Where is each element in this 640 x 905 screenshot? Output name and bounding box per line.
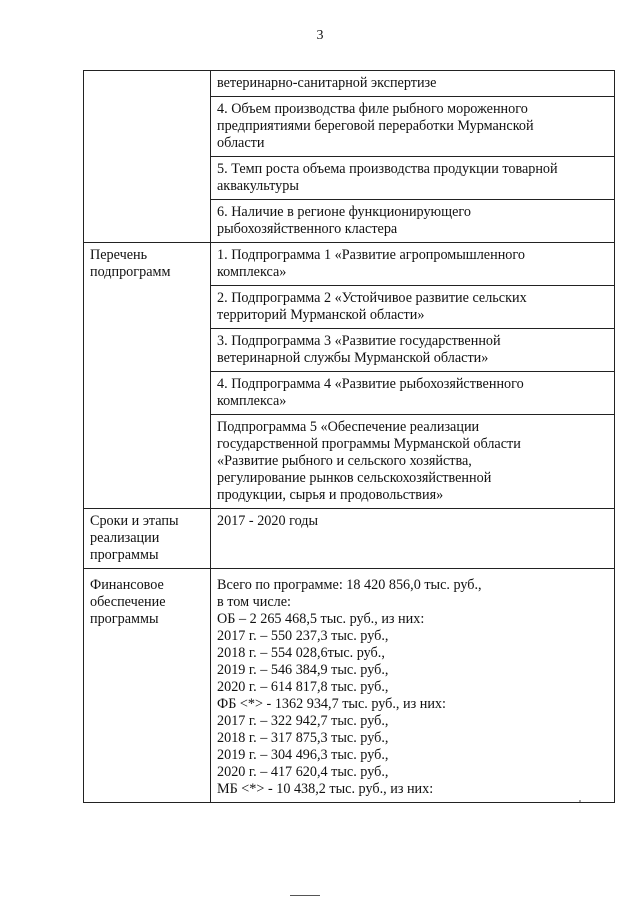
indicator-text: 5. Темп роста объема производства продукции товарной аквакультуры <box>217 161 558 194</box>
page-number: 3 <box>316 28 324 43</box>
subprogram-text: Подпрограмма 5 «Обеспечение реализации государственной программы Мурманской области «Развитие рыбного и сельского хозяйства, регулирование рынков сельскохозяйственной продукции, сырья и продовольствия» <box>217 419 521 503</box>
table-row <box>84 509 615 569</box>
indicator-text: 6. Наличие в регионе функционирующего рыбохозяйственного кластера <box>217 204 471 237</box>
indicator-cell <box>211 200 615 243</box>
indicator-cell <box>211 97 615 157</box>
financing-line: Всего по программе: 18 420 856,0 тыс. руб., <box>217 577 482 593</box>
subprograms-label-cell <box>84 243 211 509</box>
terms-value: 2017 - 2020 годы <box>217 513 319 529</box>
scan-speck <box>579 800 581 802</box>
financing-line: 2020 г. – 417 620,4 тыс. руб., <box>217 764 389 780</box>
indicator-cell <box>211 157 615 200</box>
indicator-text: 4. Объем производства филе рыбного мороженного предприятиями береговой переработки Мурманской области <box>217 101 534 151</box>
financing-line: 2017 г. – 322 942,7 тыс. руб., <box>217 713 389 729</box>
row-label-empty <box>84 71 211 243</box>
financing-line: ОБ – 2 265 468,5 тыс. руб., из них: <box>217 611 425 627</box>
financing-line: 2018 г. – 554 028,6тыс. руб., <box>217 645 385 661</box>
table-row <box>84 569 615 803</box>
financing-line: 2018 г. – 317 875,3 тыс. руб., <box>217 730 389 746</box>
financing-line: в том числе: <box>217 594 291 610</box>
page-bottom-mark <box>290 895 320 896</box>
financing-label-cell <box>84 569 211 803</box>
indicator-cell <box>211 71 615 97</box>
subprograms-label: Перечень подпрограмм <box>90 247 171 280</box>
subprogram-text: 2. Подпрограмма 2 «Устойчивое развитие сельских территорий Мурманской области» <box>217 290 527 323</box>
subprogram-text: 1. Подпрограмма 1 «Развитие агропромышленного комплекса» <box>217 247 525 280</box>
financing-label: Финансовое обеспечение программы <box>90 577 166 627</box>
subprogram-cell <box>211 243 615 286</box>
indicator-text: ветеринарно-санитарной экспертизе <box>217 75 437 91</box>
terms-value-cell <box>211 509 615 569</box>
table-row <box>84 71 615 97</box>
subprogram-text: 3. Подпрограмма 3 «Развитие государственной ветеринарной службы Мурманской области» <box>217 333 501 366</box>
financing-line: МБ <*> - 10 438,2 тыс. руб., из них: <box>217 781 434 797</box>
financing-line: ФБ <*> - 1362 934,7 тыс. руб., из них: <box>217 696 446 712</box>
terms-label: Сроки и этапы реализации программы <box>90 513 179 563</box>
subprogram-cell <box>211 286 615 329</box>
subprogram-cell <box>211 329 615 372</box>
subprogram-cell <box>211 415 615 509</box>
subprogram-cell <box>211 372 615 415</box>
passport-table <box>83 70 615 803</box>
financing-value-cell <box>211 569 615 803</box>
financing-line: 2020 г. – 614 817,8 тыс. руб., <box>217 679 389 695</box>
financing-line: 2019 г. – 546 384,9 тыс. руб., <box>217 662 389 678</box>
subprogram-text: 4. Подпрограмма 4 «Развитие рыбохозяйственного комплекса» <box>217 376 524 409</box>
terms-label-cell <box>84 509 211 569</box>
financing-line: 2019 г. – 304 496,3 тыс. руб., <box>217 747 389 763</box>
financing-line: 2017 г. – 550 237,3 тыс. руб., <box>217 628 389 644</box>
table-row <box>84 243 615 286</box>
